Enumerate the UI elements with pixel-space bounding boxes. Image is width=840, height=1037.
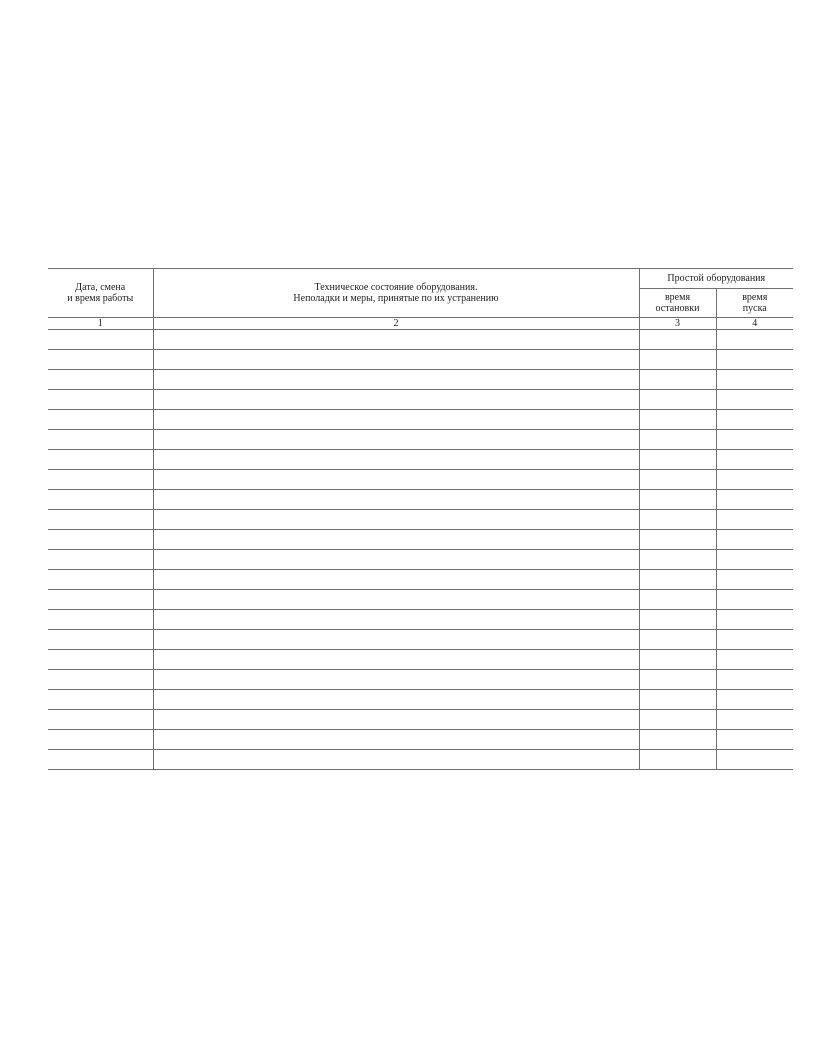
entry-start-time-cell[interactable]: [716, 750, 793, 770]
entry-start-time-cell[interactable]: [716, 350, 793, 370]
entry-stop-time-cell[interactable]: [639, 570, 716, 590]
entry-date-cell[interactable]: [48, 430, 153, 450]
entry-description-cell[interactable]: [153, 710, 639, 730]
entry-start-time-cell[interactable]: [716, 430, 793, 450]
entry-stop-time-cell[interactable]: [639, 410, 716, 430]
entry-start-time-cell[interactable]: [716, 370, 793, 390]
log-entry-row: [48, 470, 793, 490]
entry-description-cell[interactable]: [153, 570, 639, 590]
entry-date-cell[interactable]: [48, 750, 153, 770]
entry-date-cell[interactable]: [48, 350, 153, 370]
equipment-log-table: [48, 268, 793, 770]
log-entry-row: [48, 590, 793, 610]
entry-description-cell[interactable]: [153, 350, 639, 370]
entry-date-cell[interactable]: [48, 730, 153, 750]
log-entry-row: [48, 330, 793, 350]
entry-description-cell[interactable]: [153, 410, 639, 430]
entry-date-cell[interactable]: [48, 450, 153, 470]
log-entry-row: [48, 510, 793, 530]
column-number: 4: [716, 318, 793, 330]
entry-start-time-cell[interactable]: [716, 610, 793, 630]
entry-date-cell[interactable]: [48, 410, 153, 430]
log-entry-row: [48, 750, 793, 770]
column-number: 1: [48, 318, 153, 330]
entry-stop-time-cell[interactable]: [639, 450, 716, 470]
entry-start-time-cell[interactable]: [716, 450, 793, 470]
entry-date-cell[interactable]: [48, 370, 153, 390]
entry-description-cell[interactable]: [153, 430, 639, 450]
entry-stop-time-cell[interactable]: [639, 670, 716, 690]
entry-description-cell[interactable]: [153, 390, 639, 410]
log-entry-row: [48, 630, 793, 650]
entry-date-cell[interactable]: [48, 390, 153, 410]
entry-start-time-cell[interactable]: [716, 390, 793, 410]
entry-description-cell[interactable]: [153, 330, 639, 350]
log-entry-row: [48, 690, 793, 710]
log-entry-row: [48, 670, 793, 690]
entry-description-cell[interactable]: [153, 750, 639, 770]
entry-date-cell[interactable]: [48, 490, 153, 510]
entry-stop-time-cell[interactable]: [639, 330, 716, 350]
entry-start-time-cell[interactable]: [716, 710, 793, 730]
entry-start-time-cell[interactable]: [716, 530, 793, 550]
log-entry-row: [48, 450, 793, 470]
entry-start-time-cell[interactable]: [716, 650, 793, 670]
log-entry-row: [48, 490, 793, 510]
entry-start-time-cell[interactable]: [716, 690, 793, 710]
entry-date-cell[interactable]: [48, 570, 153, 590]
header-date-shift-time: Дата, смена и время работы: [48, 269, 153, 318]
entry-stop-time-cell[interactable]: [639, 490, 716, 510]
entry-date-cell[interactable]: [48, 470, 153, 490]
entry-stop-time-cell[interactable]: [639, 710, 716, 730]
entry-date-cell[interactable]: [48, 530, 153, 550]
entry-date-cell[interactable]: [48, 690, 153, 710]
entry-start-time-cell[interactable]: [716, 470, 793, 490]
entry-stop-time-cell[interactable]: [639, 470, 716, 490]
entry-description-cell[interactable]: [153, 510, 639, 530]
entry-description-cell[interactable]: [153, 690, 639, 710]
entry-date-cell[interactable]: [48, 630, 153, 650]
entry-date-cell[interactable]: [48, 330, 153, 350]
entry-description-cell[interactable]: [153, 730, 639, 750]
entry-stop-time-cell[interactable]: [639, 690, 716, 710]
entry-stop-time-cell[interactable]: [639, 510, 716, 530]
entry-stop-time-cell[interactable]: [639, 590, 716, 610]
entry-start-time-cell[interactable]: [716, 590, 793, 610]
entry-description-cell[interactable]: [153, 530, 639, 550]
log-entry-row: [48, 390, 793, 410]
entry-date-cell[interactable]: [48, 650, 153, 670]
entry-date-cell[interactable]: [48, 670, 153, 690]
header-equipment-downtime: Простой оборудования: [639, 269, 793, 289]
entry-start-time-cell[interactable]: [716, 730, 793, 750]
entry-description-cell[interactable]: [153, 670, 639, 690]
entry-start-time-cell[interactable]: [716, 330, 793, 350]
entry-stop-time-cell[interactable]: [639, 650, 716, 670]
entry-stop-time-cell[interactable]: [639, 370, 716, 390]
entry-start-time-cell[interactable]: [716, 410, 793, 430]
log-entry-row: [48, 430, 793, 450]
entry-date-cell[interactable]: [48, 590, 153, 610]
entry-stop-time-cell[interactable]: [639, 390, 716, 410]
column-number-row: [48, 318, 793, 330]
entry-start-time-cell[interactable]: [716, 510, 793, 530]
entry-stop-time-cell[interactable]: [639, 530, 716, 550]
entry-start-time-cell[interactable]: [716, 570, 793, 590]
entry-date-cell[interactable]: [48, 710, 153, 730]
entry-date-cell[interactable]: [48, 610, 153, 630]
entry-description-cell[interactable]: [153, 470, 639, 490]
entry-stop-time-cell[interactable]: [639, 610, 716, 630]
header-start-time: время пуска: [716, 289, 793, 318]
log-entry-row: [48, 570, 793, 590]
log-entry-row: [48, 530, 793, 550]
log-entry-row: [48, 550, 793, 570]
log-entry-row: [48, 650, 793, 670]
header-stop-time: время остановки: [639, 289, 716, 318]
entry-description-cell[interactable]: [153, 610, 639, 630]
entry-start-time-cell[interactable]: [716, 490, 793, 510]
entry-date-cell[interactable]: [48, 550, 153, 570]
entry-description-cell[interactable]: [153, 490, 639, 510]
log-entry-row: [48, 710, 793, 730]
entry-stop-time-cell[interactable]: [639, 730, 716, 750]
entry-stop-time-cell[interactable]: [639, 350, 716, 370]
log-entry-row: [48, 410, 793, 430]
entry-description-cell[interactable]: [153, 450, 639, 470]
entry-description-cell[interactable]: [153, 370, 639, 390]
column-number: 3: [639, 318, 716, 330]
entry-stop-time-cell[interactable]: [639, 550, 716, 570]
entry-description-cell[interactable]: [153, 590, 639, 610]
log-entry-row: [48, 370, 793, 390]
header-technical-state: Техническое состояние оборудования. Неполадки и меры, принятые по их устранению: [153, 269, 639, 318]
entry-stop-time-cell[interactable]: [639, 430, 716, 450]
entry-start-time-cell[interactable]: [716, 630, 793, 650]
entry-description-cell[interactable]: [153, 650, 639, 670]
column-number: 2: [153, 318, 639, 330]
entry-description-cell[interactable]: [153, 550, 639, 570]
log-entries: [48, 330, 793, 770]
entry-stop-time-cell[interactable]: [639, 630, 716, 650]
log-entry-row: [48, 610, 793, 630]
log-entry-row: [48, 730, 793, 750]
entry-description-cell[interactable]: [153, 630, 639, 650]
log-entry-row: [48, 350, 793, 370]
entry-stop-time-cell[interactable]: [639, 750, 716, 770]
entry-start-time-cell[interactable]: [716, 670, 793, 690]
entry-start-time-cell[interactable]: [716, 550, 793, 570]
entry-date-cell[interactable]: [48, 510, 153, 530]
